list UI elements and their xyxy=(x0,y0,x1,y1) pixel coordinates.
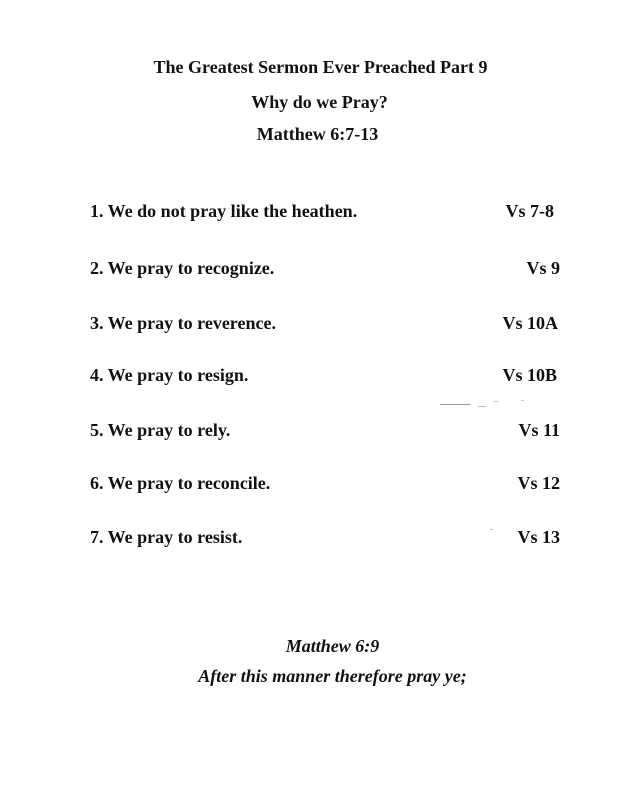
footer-verse-reference: Matthew 6:9 xyxy=(285,636,380,656)
scan-mark xyxy=(478,406,486,407)
point-label: 1. We do not pray like the heathen. xyxy=(90,201,358,221)
point-label: 2. We pray to recognize. xyxy=(90,258,275,278)
verse-ref: Vs 13 xyxy=(517,527,560,547)
scan-mark xyxy=(521,400,524,401)
point-label: 6. We pray to reconcile. xyxy=(90,473,271,493)
list-item xyxy=(90,363,560,387)
list-item xyxy=(90,311,560,335)
document-subtitle: Why do we Pray? xyxy=(251,92,388,112)
list-item xyxy=(90,256,560,280)
document-title: The Greatest Sermon Ever Preached Part 9 xyxy=(153,57,488,77)
list-item xyxy=(90,471,560,495)
verse-ref: Vs 12 xyxy=(517,473,560,493)
verse-ref: Vs 7-8 xyxy=(505,201,554,221)
scan-mark xyxy=(440,404,470,405)
scan-mark xyxy=(490,529,493,530)
point-label: 5. We pray to rely. xyxy=(90,420,231,440)
point-label: 3. We pray to reverence. xyxy=(90,313,276,333)
scan-mark xyxy=(494,401,498,402)
list-item xyxy=(90,199,560,223)
point-label: 7. We pray to resist. xyxy=(90,527,243,547)
verse-ref: Vs 9 xyxy=(526,258,560,278)
point-label: 4. We pray to resign. xyxy=(90,365,249,385)
list-item xyxy=(90,418,560,442)
footer-verse-text: After this manner therefore pray ye; xyxy=(198,666,467,686)
verse-ref: Vs 10B xyxy=(502,365,557,385)
verse-ref: Vs 11 xyxy=(518,420,560,440)
scripture-reference: Matthew 6:7-13 xyxy=(256,124,379,144)
verse-ref: Vs 10A xyxy=(502,313,558,333)
